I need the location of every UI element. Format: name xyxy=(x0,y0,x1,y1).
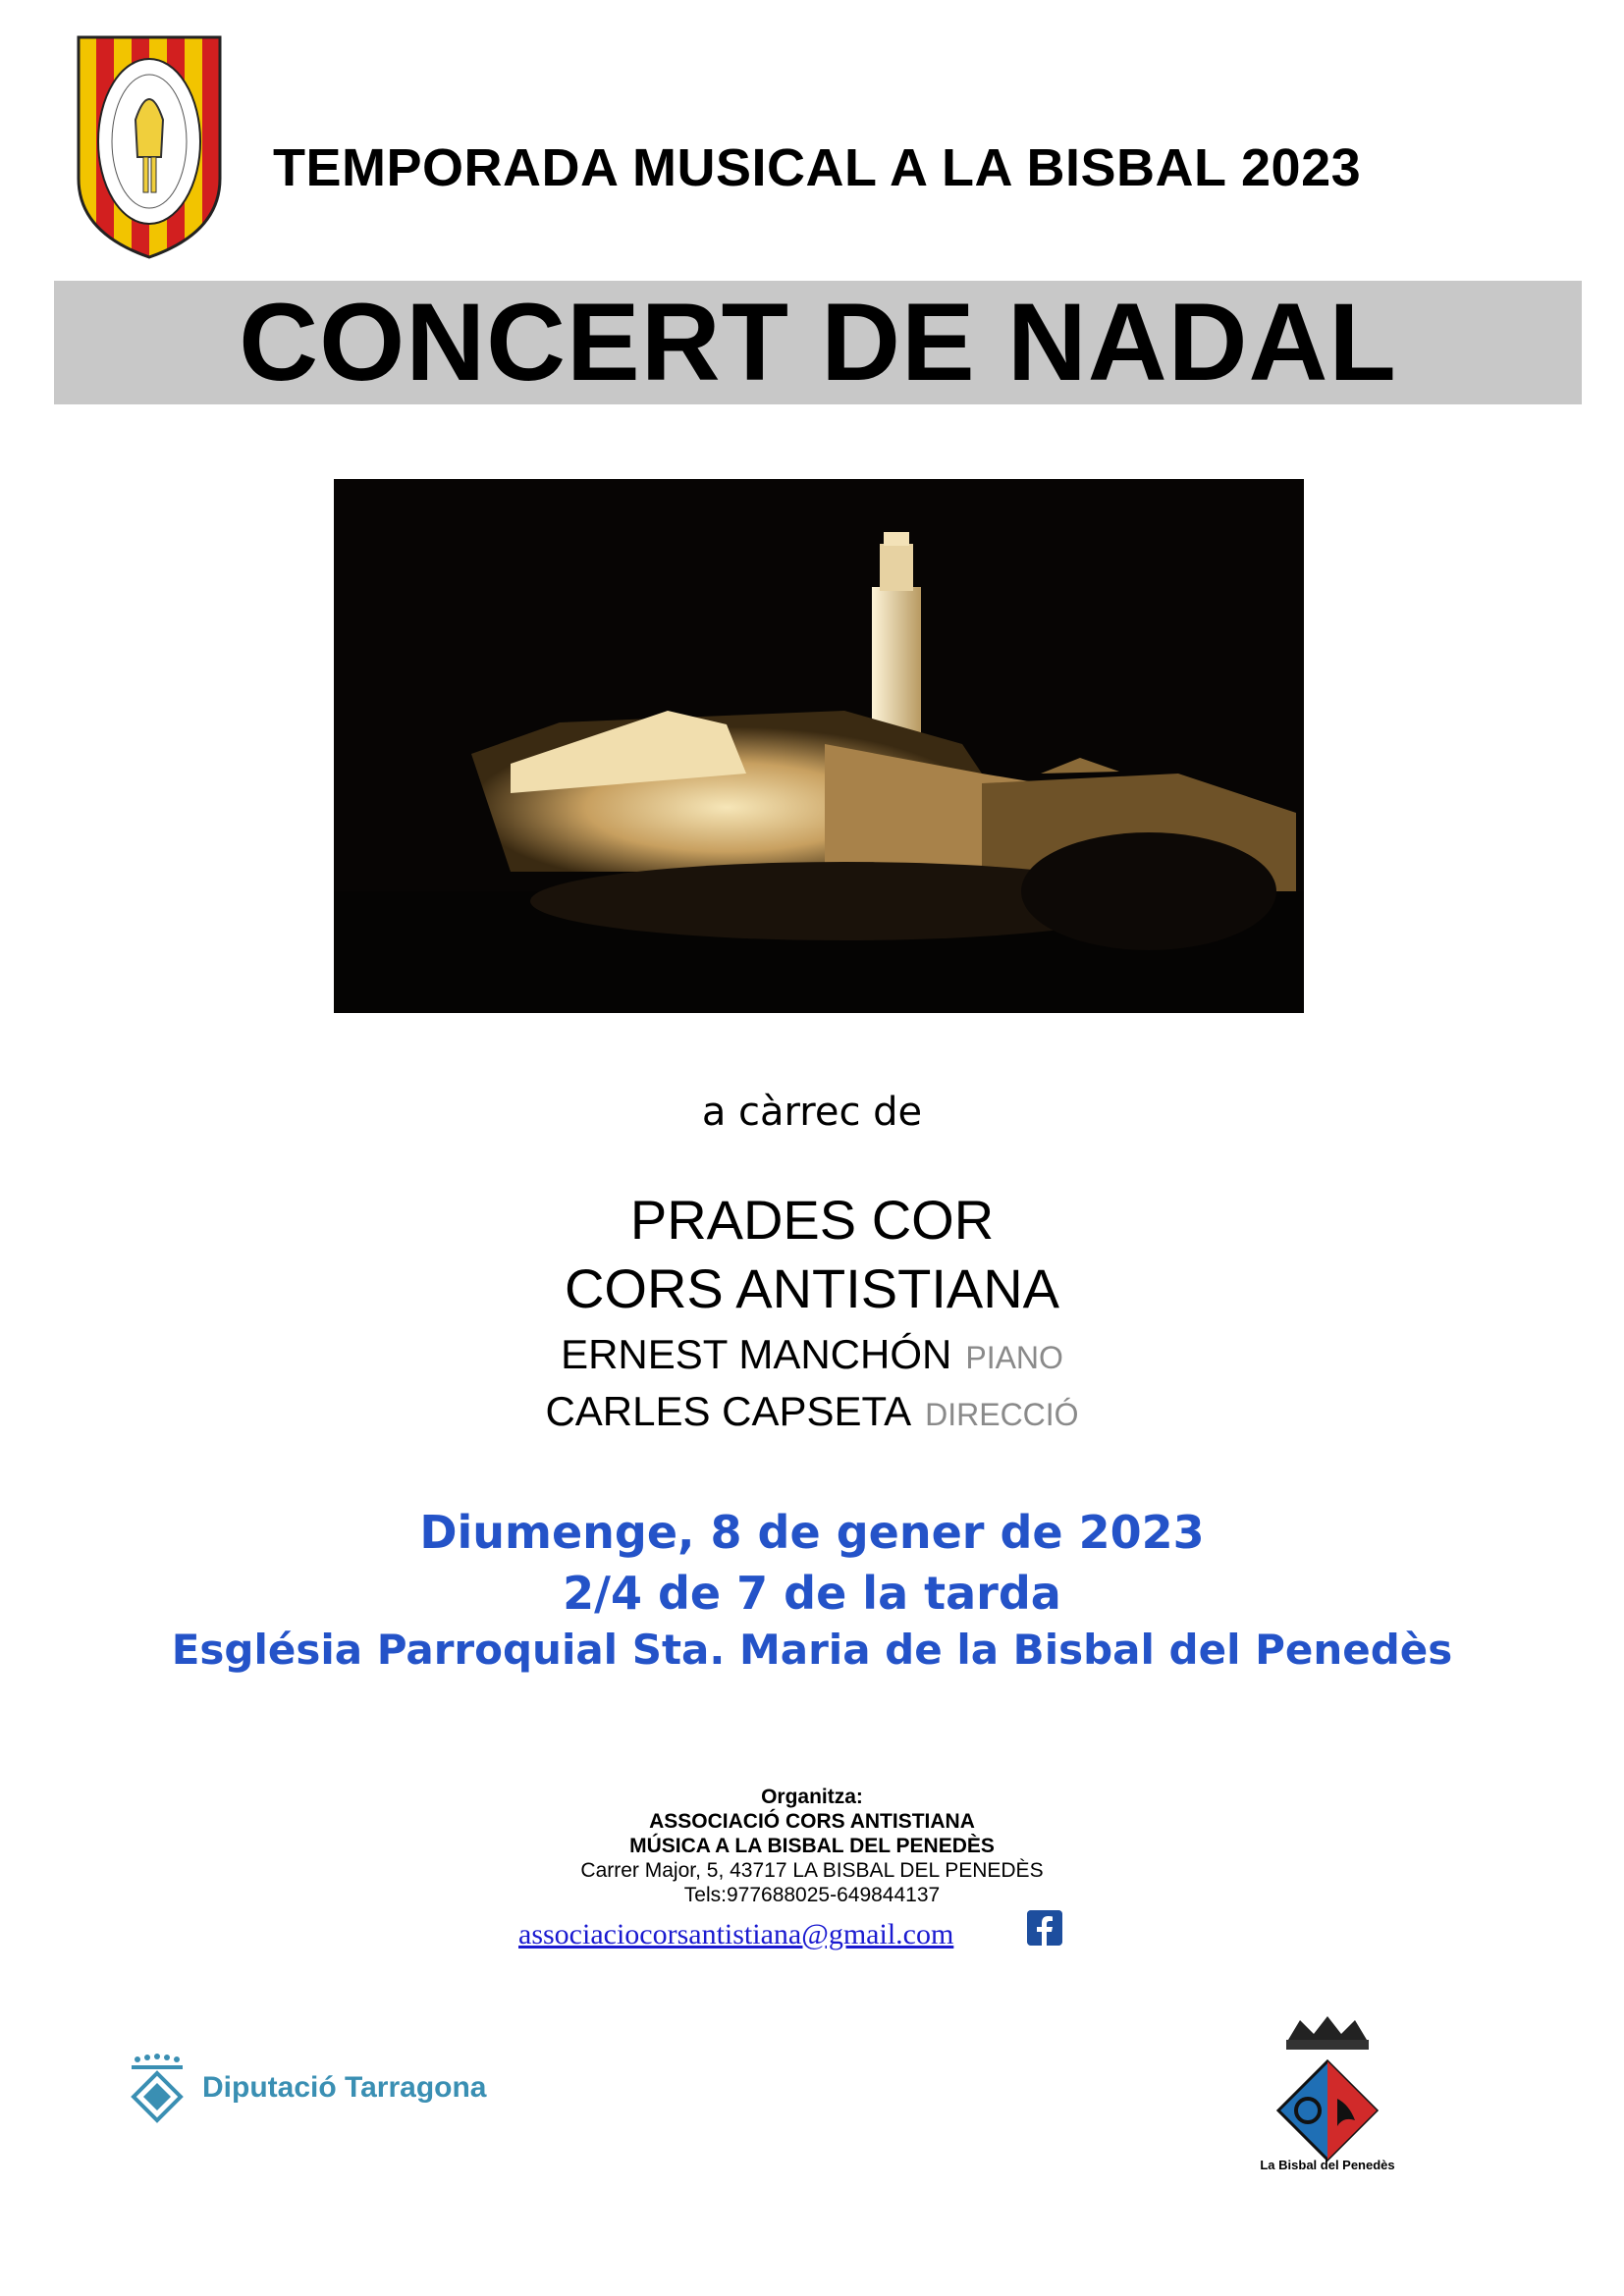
performer-role: DIRECCIÓ xyxy=(925,1397,1079,1432)
performer-prades-cor xyxy=(0,1188,1624,1252)
organizer-name: ASSOCIACIÓ CORS ANTISTIANA xyxy=(649,1810,975,1833)
organizer-label: Organitza: xyxy=(761,1786,863,1808)
church-night-photo xyxy=(334,479,1304,1013)
organizer-phones: Tels:977688025-649844137 xyxy=(683,1884,941,1906)
town-caption: La Bisbal del Penedès xyxy=(1260,2158,1395,2172)
performer-director xyxy=(0,1388,1624,1435)
event-time: 2/4 de 7 de la tarda xyxy=(563,1567,1061,1620)
association-emblem-logo xyxy=(71,31,228,263)
performer-pianist xyxy=(0,1331,1624,1378)
performer-name: ERNEST MANCHÓN xyxy=(561,1331,952,1377)
facebook-icon[interactable] xyxy=(1027,1910,1062,1946)
organizer-address: Carrer Major, 5, 43717 LA BISBAL DEL PENEDÈS xyxy=(580,1859,1044,1882)
season-title: TEMPORADA MUSICAL A LA BISBAL 2023 xyxy=(273,138,1362,197)
performer-name: PRADES COR xyxy=(629,1189,995,1251)
event-venue: Església Parroquial Sta. Maria de la Bisbal del Penedès xyxy=(171,1626,1453,1674)
title-band xyxy=(54,281,1582,404)
performer-name: CORS ANTISTIANA xyxy=(564,1257,1060,1319)
performer-name: CARLES CAPSETA xyxy=(545,1388,912,1434)
organizer-email-link[interactable]: associaciocorsantistiana@gmail.com xyxy=(518,1918,954,1950)
performer-cors-antistiana xyxy=(0,1256,1624,1320)
organizer-name-2: MÚSICA A LA BISBAL DEL PENEDÈS xyxy=(629,1835,995,1857)
sponsor-name: Diputació Tarragona xyxy=(202,2071,487,2104)
event-date: Diumenge, 8 de gener de 2023 xyxy=(419,1506,1205,1559)
by-line: a càrrec de xyxy=(701,1090,923,1135)
performer-role: PIANO xyxy=(965,1340,1063,1375)
concert-title: CONCERT DE NADAL xyxy=(239,281,1397,403)
